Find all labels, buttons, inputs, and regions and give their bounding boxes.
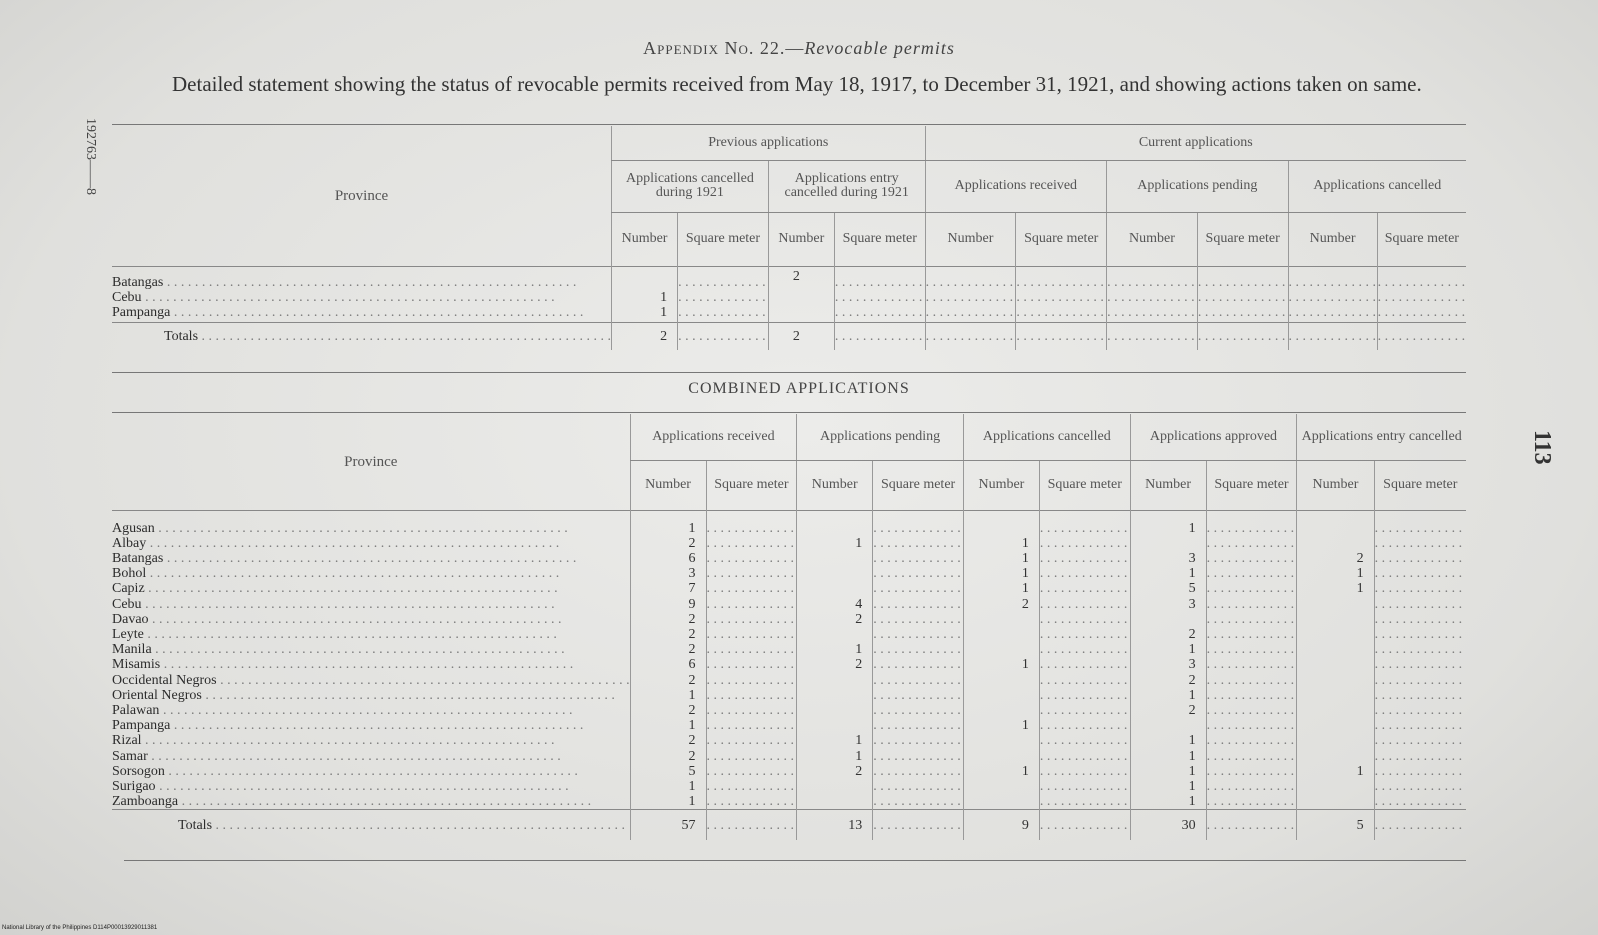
table-cell: 2 <box>688 672 696 688</box>
table-cell <box>964 642 1029 657</box>
table-cell: 5 <box>688 763 696 779</box>
table-cell: 2 <box>688 748 696 764</box>
table-cell <box>797 703 862 718</box>
table-cell <box>964 794 1029 809</box>
table-cell <box>964 688 1029 703</box>
current-applications-header: Current applications <box>925 126 1466 160</box>
t1-group-2: Applications entry cancelled during 1921 <box>768 160 925 212</box>
t2-sub-number: Number <box>963 460 1039 510</box>
table-row-province: Manila . . . <box>112 642 630 657</box>
table-cell: 1 <box>1188 520 1196 536</box>
combined-applications-title: COMBINED APPLICATIONS <box>688 380 910 397</box>
table-row-province: Sorsogon . . . <box>112 764 630 779</box>
table-cell <box>1297 688 1363 703</box>
t1-sub-number: Number <box>768 212 834 266</box>
t1-sub-number: Number <box>1107 212 1198 266</box>
table-cell: 1 <box>1356 581 1364 597</box>
table-row-province: Misamis . . . <box>112 657 630 672</box>
table-row-province: Occidental Negros . . . <box>112 673 630 688</box>
t1-sub-number: Number <box>1288 212 1377 266</box>
table-cell: 1 <box>1188 763 1196 779</box>
table-cell: 2 <box>688 611 696 627</box>
table-cell: 2 <box>688 733 696 749</box>
t2-sub-number: Number <box>1297 460 1374 510</box>
table-cell: 2 <box>688 642 696 658</box>
t1-total-entry-cancelled: 2 <box>768 322 834 350</box>
t1-sub-sqm: Square meter <box>834 212 925 266</box>
table-cell <box>964 521 1029 536</box>
t2-sub-sqm: Square meter <box>1039 460 1130 510</box>
table-cell <box>964 627 1029 642</box>
t1-cancelled-number: 1 1 <box>612 266 678 322</box>
t1-dots <box>678 266 769 322</box>
table-cell <box>797 688 862 703</box>
table-cell: 2 <box>1188 672 1196 688</box>
table-cell: 3 <box>1188 550 1196 566</box>
table-cell: 1 <box>688 794 696 810</box>
t2-group-approved: Applications approved <box>1130 414 1297 460</box>
table-cell: 1 <box>1021 581 1029 597</box>
table-cell: 1 <box>855 733 863 749</box>
table-cell <box>1297 642 1363 657</box>
table-row-province: Bohol . . . <box>112 566 630 581</box>
t2-sub-sqm: Square meter <box>706 460 797 510</box>
t2-sub-number: Number <box>797 460 873 510</box>
t1-group-5: Applications cancelled <box>1288 160 1466 212</box>
table-cell: 2 <box>855 611 863 627</box>
table-cell: 1 <box>1188 748 1196 764</box>
list-item: Batangas . . . <box>112 275 611 290</box>
table-cell: 1 <box>855 535 863 551</box>
table-cell: 1 <box>1188 733 1196 749</box>
table-cell <box>797 718 862 733</box>
t2-sub-sqm: Square meter <box>873 460 964 510</box>
table-cell <box>964 779 1029 794</box>
t2-sub-number: Number <box>1130 460 1206 510</box>
table-cell: 7 <box>688 581 696 597</box>
table-cell <box>797 566 862 581</box>
table-cell: 2 <box>1188 702 1196 718</box>
table-cell <box>797 627 862 642</box>
t1-sub-sqm: Square meter <box>1377 212 1466 266</box>
t1-sub-sqm: Square meter <box>678 212 769 266</box>
table-row-province: Leyte . . . <box>112 627 630 642</box>
t2-group-received: Applications received <box>630 414 797 460</box>
table-cell: 1 <box>1188 794 1196 810</box>
table-cell: 2 <box>1021 596 1029 612</box>
table-row-province: Davao . . . <box>112 612 630 627</box>
table-row-province: Albay . . . <box>112 536 630 551</box>
table-cell: 2 <box>688 535 696 551</box>
t2-cancelled-column <box>963 510 1039 810</box>
table-cell: 2 <box>855 763 863 779</box>
previous-current-table <box>112 126 1466 350</box>
table-cell: 4 <box>855 596 863 612</box>
table-cell <box>1297 673 1363 688</box>
t2-sub-sqm: Square meter <box>1206 460 1297 510</box>
t2-sub-sqm: Square meter <box>1374 460 1466 510</box>
table-cell <box>1297 612 1363 627</box>
table-cell: 9 <box>688 596 696 612</box>
table-cell <box>1297 521 1363 536</box>
t1-entry-cancelled-number: 2 <box>768 266 834 322</box>
table-cell <box>1297 536 1363 551</box>
table-row-province: Oriental Negros . . . <box>112 688 630 703</box>
table-cell: 6 <box>688 657 696 673</box>
t2-received-column <box>630 510 706 810</box>
t2-total-approved: 30 <box>1130 810 1206 840</box>
table-row-province: Capiz . . . <box>112 581 630 596</box>
province-header: Province <box>334 187 389 204</box>
table-cell: 6 <box>688 550 696 566</box>
combined-applications-table <box>112 414 1466 840</box>
table-cell <box>1297 657 1363 672</box>
table-row-province: Pampanga . . . <box>112 718 630 733</box>
t1-group-1: Applications cancelled during 1921 <box>612 160 769 212</box>
t2-total-cancelled: 9 <box>963 810 1039 840</box>
table-row-province: Zamboanga . . . <box>112 794 630 809</box>
table-cell: 1 <box>1356 566 1364 582</box>
title-prefix: Appendix No. 22.— <box>643 38 805 58</box>
table-cell <box>1297 794 1363 809</box>
table-cell <box>1297 733 1363 748</box>
table-cell: 2 <box>688 626 696 642</box>
table-cell: 1 <box>1021 763 1029 779</box>
table-cell <box>964 749 1029 764</box>
t2-total-received: 57 <box>630 810 706 840</box>
table-cell <box>1297 749 1363 764</box>
list-item: Pampanga . . . <box>112 305 611 320</box>
table-cell <box>1131 536 1196 551</box>
description: Detailed statement showing the status of revocable permits received from May 18, 1917, to December 31, 1921, and showing actions taken on same. <box>172 72 1422 96</box>
table-cell <box>797 779 862 794</box>
t2-province-list <box>112 510 630 810</box>
table-cell: 1 <box>855 748 863 764</box>
table-row-province: Agusan . . . <box>112 521 630 536</box>
t1-totals-label: Totals . . . <box>112 322 612 350</box>
table-cell: 2 <box>688 702 696 718</box>
table-cell: 1 <box>1188 642 1196 658</box>
table-cell: 1 <box>688 718 696 734</box>
table-cell: 1 <box>1021 718 1029 734</box>
t2-group-cancelled: Applications cancelled <box>963 414 1130 460</box>
table-row-province: Cebu . . . <box>112 597 630 612</box>
footer-credit: National Library of the Philippines D114P00013929011381 <box>2 925 158 931</box>
table-cell <box>797 794 862 809</box>
t2-group-pending: Applications pending <box>797 414 964 460</box>
t2-group-entry-cancelled: Applications entry cancelled <box>1297 414 1466 460</box>
table-cell: 1 <box>1021 566 1029 582</box>
list-item: Cebu . . . <box>112 290 611 305</box>
table-cell <box>797 551 862 566</box>
table-cell: 1 <box>1356 763 1364 779</box>
table-cell: 3 <box>1188 657 1196 673</box>
table-cell: 2 <box>1356 550 1364 566</box>
table-cell: 1 <box>1021 657 1029 673</box>
table-cell: 3 <box>688 566 696 582</box>
table-cell <box>964 703 1029 718</box>
table-row-province: Batangas . . . <box>112 551 630 566</box>
table-cell <box>964 733 1029 748</box>
t1-sub-number: Number <box>925 212 1016 266</box>
table-cell <box>797 673 862 688</box>
t2-total-pending: 13 <box>797 810 873 840</box>
table-row-province: Palawan . . . <box>112 703 630 718</box>
table-cell <box>1131 612 1196 627</box>
table-cell: 2 <box>1188 626 1196 642</box>
page-number: 113 <box>1529 430 1555 465</box>
table-cell <box>1297 718 1363 733</box>
t2-entry-cancelled-column <box>1297 510 1374 810</box>
previous-applications-header: Previous applications <box>612 126 926 160</box>
table-cell <box>964 673 1029 688</box>
t2-sub-number: Number <box>630 460 706 510</box>
t2-approved-column <box>1130 510 1206 810</box>
table-cell <box>1131 718 1196 733</box>
table-cell: 1 <box>1021 550 1029 566</box>
table-cell: 1 <box>1188 687 1196 703</box>
table-cell: 1 <box>688 687 696 703</box>
t2-totals-label: Totals . . . <box>112 810 630 840</box>
appendix-title <box>0 38 1598 59</box>
table-cell: 1 <box>1188 778 1196 794</box>
table-cell <box>964 612 1029 627</box>
table-cell: 1 <box>855 642 863 658</box>
province-header-2: Province <box>344 453 398 470</box>
table-cell: 1 <box>688 520 696 536</box>
table-cell: 5 <box>1188 581 1196 597</box>
t1-province-list <box>112 266 612 322</box>
title-italic: Revocable permits <box>804 38 955 58</box>
t1-group-4: Applications pending <box>1107 160 1288 212</box>
t1-sub-number: Number <box>612 212 678 266</box>
table-cell: 2 <box>855 657 863 673</box>
table-cell <box>797 521 862 536</box>
table-cell <box>1297 627 1363 642</box>
table-cell: 1 <box>1021 535 1029 551</box>
t1-sub-sqm: Square meter <box>1197 212 1288 266</box>
table-cell <box>797 581 862 596</box>
table-cell <box>1297 597 1363 612</box>
table-cell <box>1297 779 1363 794</box>
table-row-province: Samar . . . <box>112 749 630 764</box>
t1-sub-sqm: Square meter <box>1016 212 1107 266</box>
t2-pending-column <box>797 510 873 810</box>
t1-group-3: Applications received <box>925 160 1106 212</box>
table-cell: 1 <box>1188 566 1196 582</box>
side-code: 192763——8 <box>83 118 98 195</box>
table-row-province: Rizal . . . <box>112 733 630 748</box>
table-cell: 1 <box>688 778 696 794</box>
table-row-province: Surigao . . . <box>112 779 630 794</box>
t1-total-cancelled: 2 <box>612 322 678 350</box>
table-cell <box>1297 703 1363 718</box>
t2-total-entry-cancelled: 5 <box>1297 810 1374 840</box>
table-cell: 3 <box>1188 596 1196 612</box>
